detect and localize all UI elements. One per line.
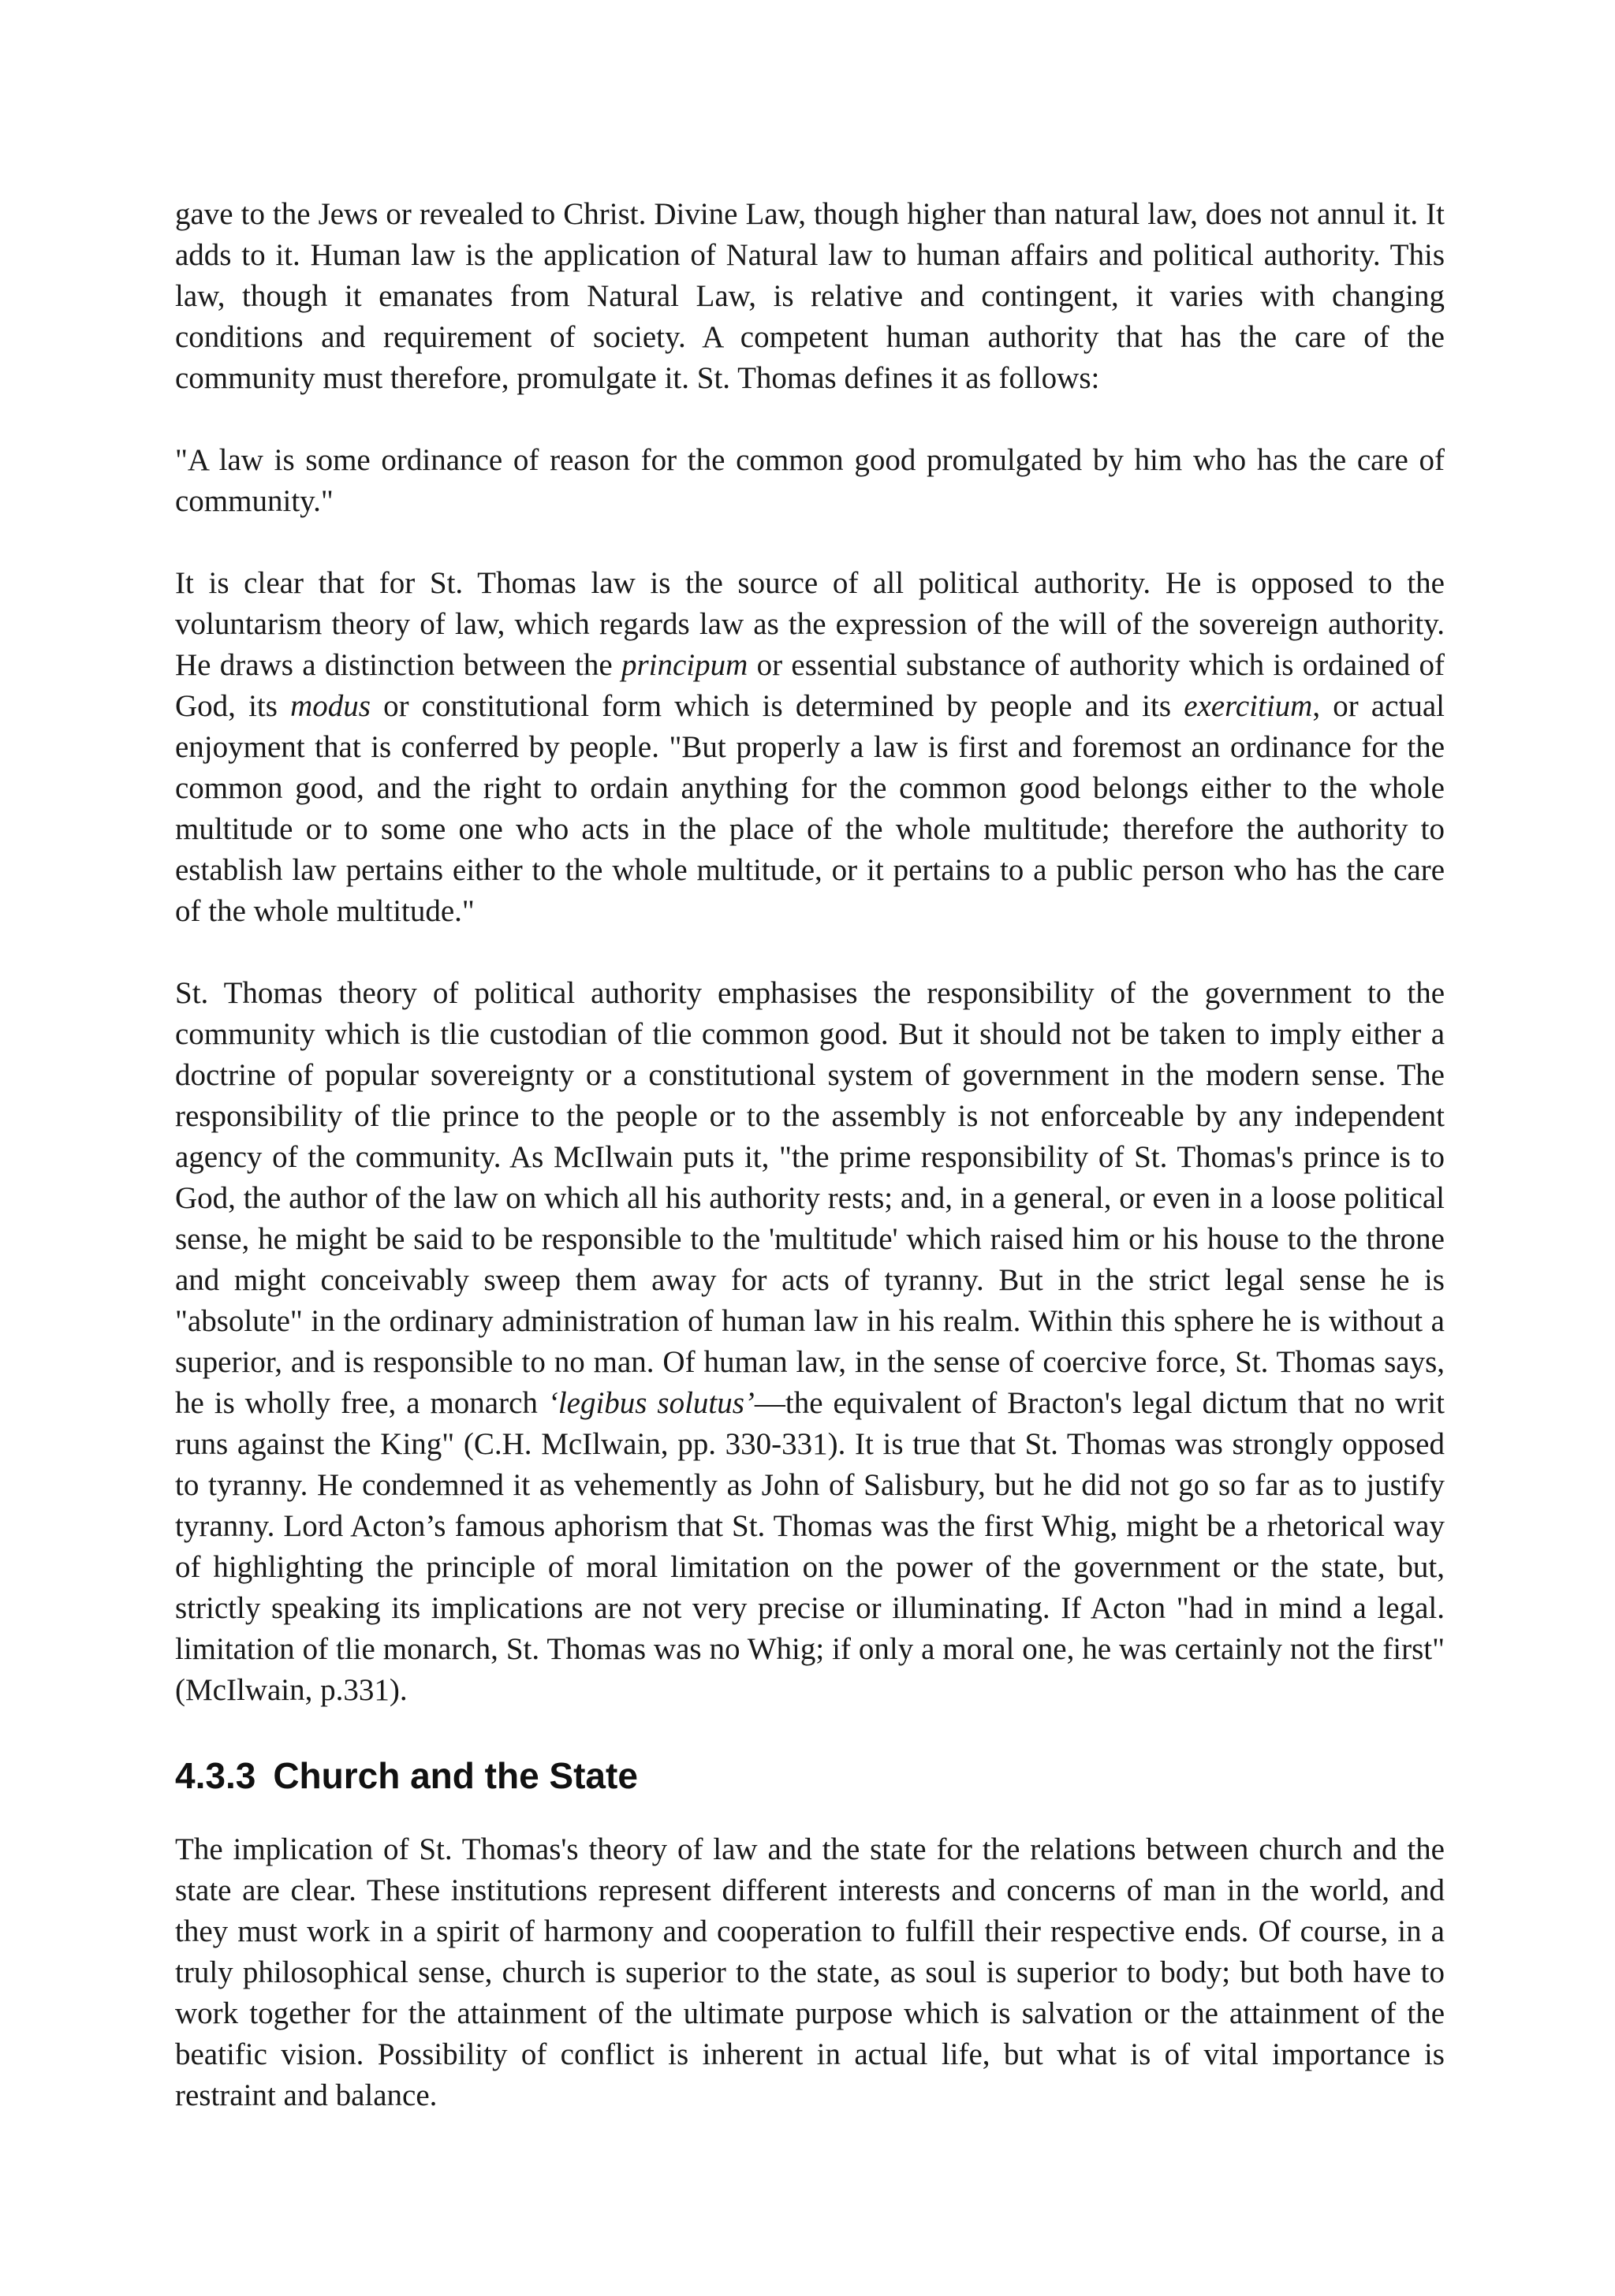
term-exercitium: exercitium bbox=[1184, 689, 1313, 723]
term-principum: principum bbox=[621, 648, 748, 682]
paragraph-responsibility bbox=[175, 973, 1445, 1711]
quote-law-definition: "A law is some ordinance of reason for the common good promulgated by him who has the care of community." bbox=[175, 443, 1445, 518]
term-legibus-solutus: ‘legibus solutus’ bbox=[547, 1386, 755, 1420]
section-number: 4.3.3 bbox=[175, 1755, 256, 1796]
text-run: —the equivalent of Bracton's legal dictum that no writ runs against the King" (C.H. McIlwain, pp. 330-331). It is true that St. Thomas was strongly opposed to tyranny. He condemned it as vehemently as John of Salisbury, but he did not go so far as to justify tyranny. Lord Acton’s famous aphorism that St. Thomas was the first Whig, might be a rhetorical way of highlighting the principle of moral limitation on the power of the government or the state, but, strictly speaking its implications are not very precise or illuminating. If Acton "had in mind a legal. limitation of tlie monarch, St. Thomas was no Whig; if only a moral one, he was certainly not the first"(McIlwain, p.331). bbox=[175, 1386, 1445, 1707]
text-run: , or actual enjoyment that is conferred by people. "But properly a law is first and foremost an ordinance for the common good, and the right to ordain anything for the common good belongs either to the whole multitude or to some one who acts in the place of the whole multitude; therefore the authority to establish law pertains either to the whole multitude, or it pertains to a public person who has the care of the whole multitude." bbox=[175, 689, 1445, 928]
paragraph-church-state: The implication of St. Thomas's theory of law and the state for the relations between church and the state are clear. These institutions represent different interests and concerns of man in the world, and they must work in a spirit of harmony and cooperation to fulfill their respective ends. Of course, in a truly philosophical sense, church is superior to the state, as soul is superior to body; but both have to work together for the attainment of the ultimate purpose which is salvation or the attainment of the beatific vision. Possibility of conflict is inherent in actual life, but what is of vital importance is restraint and balance. bbox=[175, 1832, 1445, 2112]
text-run: St. Thomas theory of political authority emphasises the responsibility of the government to the community which is tlie custodian of tlie common good. But it should not be taken to imply either a doctrine of popular sovereignty or a constitutional system of government in the modern sense. The responsibility of tlie prince to the people or to the assembly is not enforceable by any independent agency of the community. As McIlwain puts it, "the prime responsibility of St. Thomas's prince is to God, the author of the law on which all his authority rests; and, in a general, or even in a loose political sense, he might be said to be responsible to the 'multitude' which raised him or his house to the throne and might conceivably sweep them away for acts of tyranny. But in the strict legal sense he is "absolute" in the ordinary administration of human law in his realm. Within this sphere he is without a superior, and is responsible to no man. Of human law, in the sense of coercive force, St. Thomas says, he is wholly free, a monarch bbox=[175, 976, 1445, 1420]
section-title: Church and the State bbox=[273, 1755, 638, 1796]
text-run: or essential substance of authority which is ordained of God, its bbox=[175, 648, 1445, 723]
text-run: It is clear that for St. Thomas law is the source of all political authority. He is opposed to the voluntarism theory of law, which regards law as the expression of the will of the sovereign authority. He draws a distinction between the bbox=[175, 566, 1445, 682]
section-heading bbox=[175, 1752, 1445, 1799]
document-page bbox=[175, 194, 1445, 2116]
paragraph-human-law: gave to the Jews or revealed to Christ. Divine Law, though higher than natural law, does not annul it. It adds to it. Human law is the application of Natural law to human affairs and political authority. This law, though it emanates from Natural Law, is relative and contingent, it varies with changing conditions and requirement of society. A competent human authority that has the care of the community must therefore, promulgate it. St. Thomas defines it as follows: bbox=[175, 197, 1445, 395]
text-run: or constitutional form which is determined by people and its bbox=[370, 689, 1184, 723]
paragraph-political-authority bbox=[175, 563, 1445, 932]
term-modus: modus bbox=[290, 689, 371, 723]
